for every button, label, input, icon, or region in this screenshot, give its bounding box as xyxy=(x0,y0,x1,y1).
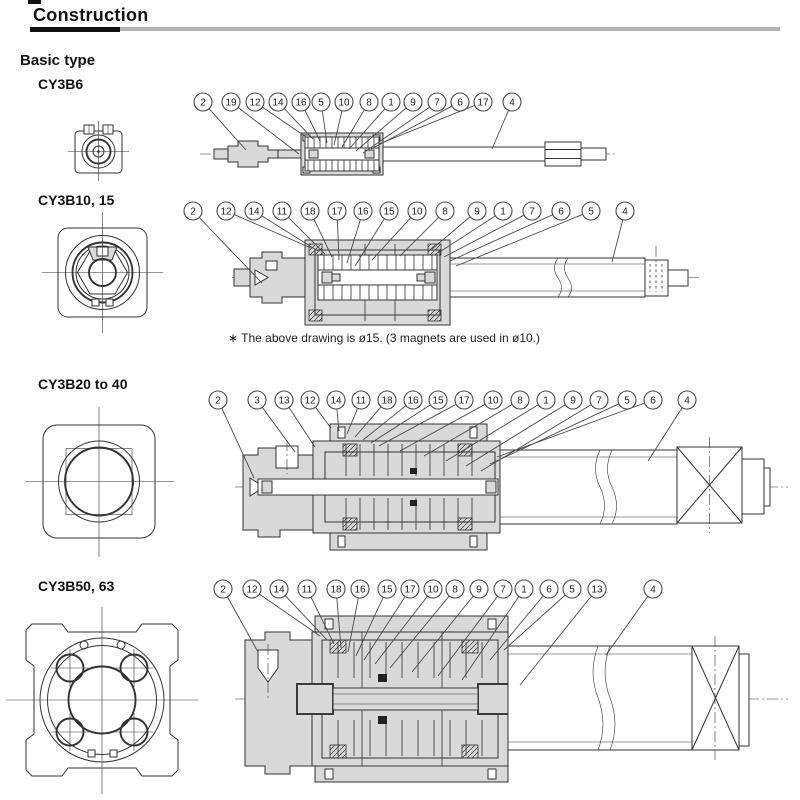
callout-number: 6 xyxy=(546,584,552,596)
callout-number: 11 xyxy=(276,206,288,218)
callout-number: 5 xyxy=(569,584,575,596)
callout-number: 5 xyxy=(318,97,324,109)
cy3b6-end-view xyxy=(68,121,129,181)
callout-number: 6 xyxy=(558,206,564,218)
cy3b50-63-side-view xyxy=(235,616,788,782)
leader-line xyxy=(497,403,645,457)
callout-number: 13 xyxy=(278,395,290,407)
callout-number: 13 xyxy=(591,584,603,596)
callout-number: 7 xyxy=(529,206,535,218)
callout-number: 1 xyxy=(521,584,527,596)
callout-number: 8 xyxy=(452,584,458,596)
callout-number: 14 xyxy=(272,97,284,109)
section-label-cy3b50-63: CY3B50, 63 xyxy=(38,578,115,594)
leader-line xyxy=(504,595,565,650)
callout-number: 14 xyxy=(248,206,260,218)
callout-number: 16 xyxy=(295,97,307,109)
basic-type-heading: Basic type xyxy=(20,52,96,69)
callout-number: 12 xyxy=(304,395,316,407)
cy3b20-40-side-view xyxy=(235,424,788,550)
callout-number: 4 xyxy=(684,395,690,407)
leader-line xyxy=(612,220,623,262)
cy3b6-side-view xyxy=(200,133,616,175)
leader-line xyxy=(234,215,311,248)
section-label-cy3b6: CY3B6 xyxy=(38,76,84,92)
leader-line xyxy=(315,407,331,428)
callout-number: 8 xyxy=(442,206,448,218)
callout-number: 16 xyxy=(357,206,369,218)
leader-line xyxy=(262,407,295,452)
callout-number: 18 xyxy=(330,584,342,596)
leader-line xyxy=(262,107,306,137)
callout-number: 12 xyxy=(246,584,258,596)
page-title: Construction xyxy=(33,5,149,25)
leader-line xyxy=(284,109,313,140)
callout-number: 12 xyxy=(249,97,261,109)
leader-line xyxy=(492,110,509,149)
callout-number: 4 xyxy=(622,206,628,218)
leader-line xyxy=(227,597,258,652)
callout-number: 9 xyxy=(474,206,480,218)
callout-number: 2 xyxy=(200,97,206,109)
section-label-cy3b20-40: CY3B20 to 40 xyxy=(38,376,128,392)
callout-number: 5 xyxy=(624,395,630,407)
leader-line xyxy=(222,408,254,478)
callout-number: 16 xyxy=(407,395,419,407)
callout-number: 18 xyxy=(304,206,316,218)
callout-number: 3 xyxy=(254,395,260,407)
callout-number: 9 xyxy=(476,584,482,596)
cy3b50-63-end-view xyxy=(6,607,198,794)
callout-number: 6 xyxy=(457,97,463,109)
callout-number: 12 xyxy=(220,206,232,218)
drawing-note: ∗ The above drawing is ø15. (3 magnets are used in ø10.) xyxy=(228,331,540,345)
callout-number: 7 xyxy=(500,584,506,596)
leader-line xyxy=(199,218,262,284)
leader-line xyxy=(262,216,318,251)
callout-number: 15 xyxy=(383,206,395,218)
callout-number: 15 xyxy=(381,584,393,596)
leader-line xyxy=(444,215,524,257)
callout-number: 18 xyxy=(381,395,393,407)
callout-number: 16 xyxy=(354,584,366,596)
callout-number: 1 xyxy=(388,97,394,109)
callout-number: 9 xyxy=(570,395,576,407)
cy3b20-40-end-view xyxy=(25,407,174,557)
callout-number: 4 xyxy=(509,97,515,109)
leader-line xyxy=(209,109,246,150)
callout-number: 9 xyxy=(410,97,416,109)
callout-number: 10 xyxy=(427,584,439,596)
leader-line xyxy=(363,107,430,153)
callout-number: 10 xyxy=(411,206,423,218)
callout-number: 17 xyxy=(458,395,470,407)
callout-number: 1 xyxy=(543,395,549,407)
callout-number: 7 xyxy=(596,395,602,407)
callout-number: 8 xyxy=(366,97,372,109)
callout-number: 2 xyxy=(220,584,226,596)
callout-number: 14 xyxy=(330,395,342,407)
callout-number: 17 xyxy=(331,206,343,218)
callout-number: 11 xyxy=(355,395,367,407)
callout-number: 8 xyxy=(517,395,523,407)
callout-number: 19 xyxy=(225,97,237,109)
callout-number: 15 xyxy=(432,395,444,407)
callout-number: 11 xyxy=(301,584,313,596)
leader-line xyxy=(289,408,315,448)
callout-number: 5 xyxy=(588,206,594,218)
cy3b10-15-end-view xyxy=(42,212,163,333)
callout-number: 10 xyxy=(338,97,350,109)
callout-number: 6 xyxy=(650,395,656,407)
callout-number: 7 xyxy=(434,97,440,109)
callout-number: 14 xyxy=(273,584,285,596)
callout-number: 2 xyxy=(190,206,196,218)
callout-number: 17 xyxy=(477,97,489,109)
callout-number: 17 xyxy=(404,584,416,596)
section-label-cy3b10-15: CY3B10, 15 xyxy=(38,192,115,208)
leader-line xyxy=(450,215,553,261)
callout-number: 10 xyxy=(487,395,499,407)
cy3b10-15-side-view xyxy=(232,240,700,325)
callout-number: 1 xyxy=(500,206,506,218)
callout-number: 2 xyxy=(215,395,221,407)
callout-number: 4 xyxy=(650,584,656,596)
